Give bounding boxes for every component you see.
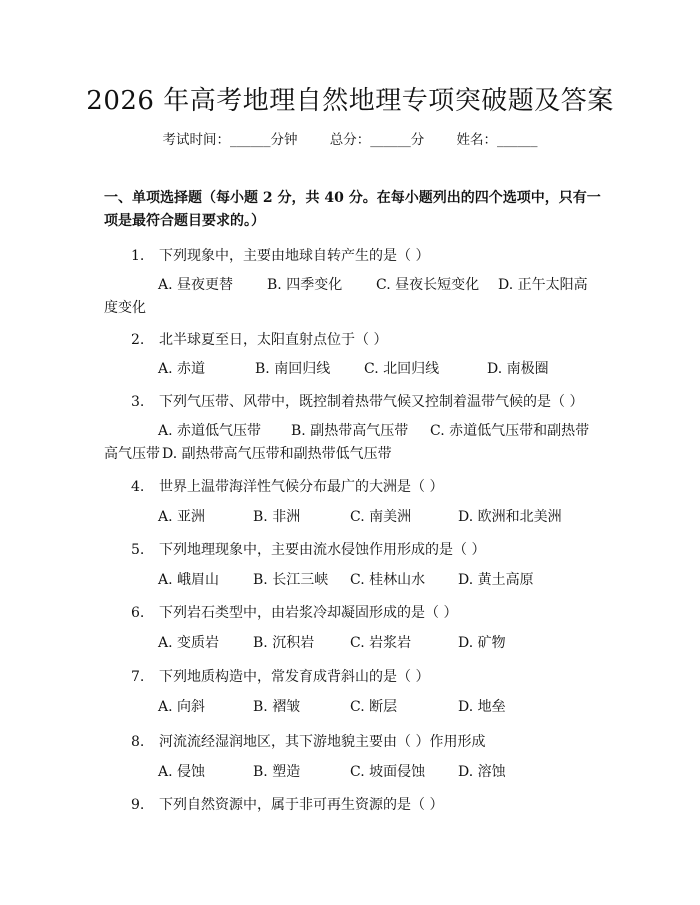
question-9 [131, 794, 443, 814]
option-b[interactable]: B. 沉积岩 [253, 635, 315, 651]
question-text: 下列自然资源中，属于非可再生资源的是（ ） [159, 797, 444, 813]
option-b[interactable]: B. 长江三峡 [253, 572, 329, 588]
option-d[interactable]: D. 地垒 [458, 699, 506, 715]
question-3 [131, 391, 583, 411]
option-a[interactable]: A. 赤道低气压带 [158, 423, 262, 439]
option-c-line1[interactable]: C. 赤道低气压带和副热带 [430, 423, 590, 439]
option-d[interactable]: D. 矿物 [458, 635, 506, 651]
option-c[interactable]: C. 南美洲 [350, 509, 412, 525]
option-a[interactable]: A. 峨眉山 [158, 572, 220, 588]
option-a[interactable]: A. 向斜 [158, 699, 206, 715]
option-c[interactable]: C. 昼夜长短变化 [376, 277, 480, 293]
question-text: 世界上温带海洋性气候分布最广的大洲是（ ） [159, 479, 444, 495]
question-number: 6. [131, 605, 145, 621]
question-number: 5. [131, 542, 145, 558]
question-number: 9. [131, 797, 145, 813]
student-name-field: 姓名：______ [456, 132, 538, 148]
option-c[interactable]: C. 桂林山水 [350, 572, 426, 588]
question-4 [131, 476, 443, 496]
option-c-line2: 高气压带 [104, 446, 160, 462]
question-number: 1. [131, 248, 145, 264]
option-b[interactable]: B. 非洲 [253, 509, 301, 525]
option-c[interactable]: C. 北回归线 [364, 361, 440, 377]
total-score-field: 总分：______分 [329, 132, 425, 148]
question-number: 8. [131, 734, 145, 750]
question-5-options [104, 569, 604, 592]
option-d[interactable]: D. 副热带高气压带和副热带低气压带 [162, 446, 392, 462]
option-c[interactable]: C. 坡面侵蚀 [350, 764, 426, 780]
question-6 [131, 602, 457, 622]
option-c[interactable]: C. 断层 [350, 699, 398, 715]
question-text: 下列气压带、风带中，既控制着热带气候又控制着温带气候的是（ ） [159, 394, 584, 410]
question-2 [131, 329, 387, 349]
exam-time-field: 考试时间：______分钟 [162, 132, 298, 148]
question-number: 7. [131, 669, 145, 685]
option-a[interactable]: A. 变质岩 [158, 635, 220, 651]
option-c[interactable]: C. 岩浆岩 [350, 635, 412, 651]
section-heading-single-choice: 一、单项选择题（每小题 2 分，共 40 分。在每小题列出的四个选项中，只有一项是最符合题目要求的。） [104, 190, 601, 229]
option-b[interactable]: B. 塑造 [253, 764, 301, 780]
question-1 [131, 245, 429, 265]
question-text: 下列岩石类型中，由岩浆冷却凝固形成的是（ ） [159, 605, 458, 621]
question-number: 3. [131, 394, 145, 410]
question-3-options [104, 420, 604, 466]
option-d[interactable]: D. 黄土高原 [458, 572, 534, 588]
question-6-options [104, 632, 604, 655]
option-d[interactable]: D. 溶蚀 [458, 764, 506, 780]
question-8 [131, 731, 485, 751]
option-a[interactable]: A. 亚洲 [158, 509, 206, 525]
exam-meta [0, 128, 700, 148]
question-2-options [104, 358, 604, 381]
question-8-options [104, 761, 604, 784]
question-text: 下列地理现象中，主要由流水侵蚀作用形成的是（ ） [159, 542, 486, 558]
question-7 [131, 666, 429, 686]
question-text: 河流流经湿润地区，其下游地貌主要由（ ）作用形成 [159, 734, 486, 750]
option-d-line1: D. 正午太阳高 [498, 277, 588, 293]
option-d[interactable]: D. 南极圈 [487, 361, 549, 377]
exam-title: 2026 年高考地理自然地理专项突破题及答案 [86, 86, 614, 116]
option-b[interactable]: B. 褶皱 [253, 699, 301, 715]
question-text: 下列地质构造中，常发育成背斜山的是（ ） [159, 669, 430, 685]
option-d-line2: 度变化 [104, 300, 146, 316]
option-a[interactable]: A. 侵蚀 [158, 764, 206, 780]
question-4-options [104, 506, 604, 529]
question-text: 北半球夏至日，太阳直射点位于（ ） [159, 332, 388, 348]
option-b[interactable]: B. 四季变化 [267, 277, 343, 293]
option-b[interactable]: B. 南回归线 [255, 361, 331, 377]
question-5 [131, 539, 485, 559]
option-a[interactable]: A. 赤道 [158, 361, 206, 377]
question-number: 2. [131, 332, 145, 348]
option-b[interactable]: B. 副热带高气压带 [291, 423, 409, 439]
option-a[interactable]: A. 昼夜更替 [158, 277, 234, 293]
question-7-options [104, 696, 604, 719]
question-text: 下列现象中，主要由地球自转产生的是（ ） [159, 248, 430, 264]
question-number: 4. [131, 479, 145, 495]
option-d[interactable]: D. 欧洲和北美洲 [458, 509, 562, 525]
